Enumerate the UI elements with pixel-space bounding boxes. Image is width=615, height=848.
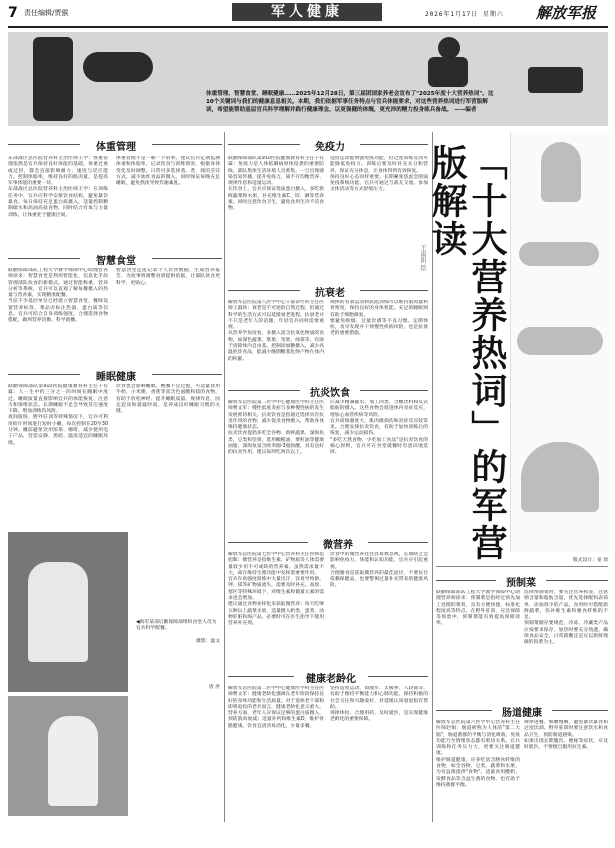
divider — [8, 144, 80, 145]
divider — [552, 710, 608, 711]
divider — [228, 676, 294, 677]
soldier-silhouette-left — [33, 37, 73, 121]
section-title: 军人健康 — [232, 3, 382, 21]
weight-bench-icon — [528, 67, 583, 93]
divider — [8, 258, 80, 259]
sleep-paragraph: 联勤保障部队第910医院健康教育科主任干有霖：人一生中约三分之一的时间在睡眠中度过。睡眠质量直接影响官兵的体能恢复、注意力和情绪状态。长期睡眠不足会导致反应速度下降，增加训练伤风险。 — [8, 384, 108, 415]
editor-credit: 责任编辑/贾猴 — [24, 9, 69, 17]
divider — [436, 580, 496, 581]
weight-paragraph: 东部战区总医院营养科主治医师王学：在训练任务中，官兵应科学安排饮食结构，避免暴饮暴食。每日保持充足蛋白质摄入，适量控制精制碳水和高油高盐食物，同时结合有氧与力量训练，让体重处于健康区间。 — [8, 187, 108, 218]
soldier-silhouette-head — [438, 37, 460, 59]
divider — [228, 144, 300, 145]
soldier-silhouette-right — [428, 57, 468, 87]
anti-aging-paragraph: 解放军总医院第八医学中心干部诊疗科主任医师王淑珍：衰老是不可逆的自然过程，但通过科学的生活方式可以延缓衰老进程。抗衰老并不只是老年人的话题，年轻官兵同样需要重视。 — [228, 300, 324, 331]
immunity-col-2 — [330, 156, 428, 276]
smart-canteen-title: 智慧食堂 — [96, 256, 136, 267]
micronutrient-paragraph: 建议通过食物多样化来获取微营养：每天吃够五种以上蔬菜水果，适量摄入奶类、蛋类、动物肝脏和海产品。必要时可在医生指导下使用营养补充剂。 — [228, 602, 324, 627]
healthy-aging-col-2 — [330, 686, 428, 816]
micronutrient-paragraph: 合理膳食是获取微营养的最佳途径，不要盲目依赖保健品，也要警惕过量补充带来的健康风险。 — [330, 570, 428, 589]
anti-aging-paragraph: 要避免吸烟、过量饮酒等不良习惯。定期体检，及早发现并干预慢性疾病风险，也是抗衰老的重要措施。 — [330, 318, 428, 337]
canteen-col-2 — [116, 268, 220, 360]
precooked-paragraph: 预制菜储存要规范，冷冻、冷藏类产品应按要求保存，加热时要充分熟透，确保食品安全。日常就餐还是应以新鲜现做的饭菜为主。 — [524, 621, 608, 646]
precooked-section-title: 预制菜 — [506, 578, 536, 589]
issue-date: 2026年1月17日 星期六 — [425, 11, 504, 18]
anti-aging-paragraph: 规律的有氧运动和抗阻训练可以维持肌肉量和骨密度，保持良好的身体机能。充足的睡眠则有助于细胞修复。 — [330, 300, 428, 318]
divider — [360, 144, 428, 145]
canteen-photo-2 — [8, 696, 128, 816]
gut-health-paragraph: 解放军总医院第六医学中心营养科主任医师赵娟：肠道被称为人体的"第二大脑"，肠道菌群的平衡与消化吸收、免疫功能乃至情绪状态都有密切关系。官兵训练和任务压力大，更要关注肠道健康。 — [436, 720, 520, 757]
sleep-paragraph: 饮食也会影响睡眠。晚餐不宜过饱，可适量食用牛奶、小米粥、香蕉等富含色氨酸和镁的食物，有助于放松神经、提升睡眠质量。规律作息，固定起床和就寝时间，是养成良好睡眠习惯的关键。 — [116, 384, 220, 415]
canteen-col-1 — [8, 268, 108, 360]
anti-inflammatory-section-title: 抗炎饮食 — [310, 388, 350, 399]
precooked-col-1 — [436, 590, 520, 702]
divider — [228, 542, 308, 543]
precooked-paragraph: 选择预制菜时，要关注营养标签，注意钠含量和脂肪含量，优先选择配料表简单、添加剂少的产品。食用时可搭配新鲜蔬菜，弥补维生素和膳食纤维的不足。 — [524, 590, 608, 621]
soldier-silhouette-center — [83, 52, 153, 82]
precooked-col-2 — [524, 590, 608, 702]
weight-section-title: 体重管理 — [96, 142, 136, 153]
canteen-photo-1 — [8, 532, 128, 692]
divider — [228, 290, 300, 291]
weight-col-2 — [116, 156, 220, 246]
micronutrient-section-title: 微营养 — [323, 540, 353, 551]
lead-editor-tag: ——编者 — [454, 107, 477, 113]
divider — [368, 542, 428, 543]
sleep-col-1 — [8, 384, 108, 524]
header-rule — [8, 26, 608, 28]
photo-caption — [136, 620, 220, 691]
canteen-paragraph: 智慧食堂还能记录个人饮食数据，生成营养报告，为炊事班调整食谱提供依据，让部队伙食更科学、更贴心。 — [116, 268, 220, 286]
photo-caption-text: ◀海军某部后勤保障部组织食堂人员为官兵科学配餐。 — [136, 620, 217, 632]
micronutrient-paragraph: 官兵在高强度训练中大量出汗，容易导致钠、钾、镁等矿物质流失，需要及时补充。高原、寒区等特殊环境下，对维生素和微量元素的需求也会增加。 — [228, 577, 324, 602]
micronutrient-col-1 — [228, 552, 324, 660]
photo-credit: 摄影：温文 — [196, 638, 220, 644]
gut-health-paragraph: 规律进餐、细嚼慢咽，避免暴饮暴食和过度饮酒。野外驻训时要注意饮水和食品卫生，预防肠道感染。 — [524, 720, 608, 738]
sleep-section-title: 睡眠健康 — [96, 372, 136, 383]
soldier-illustration-2 — [519, 242, 599, 266]
sleep-col-2 — [116, 384, 220, 524]
healthy-aging-paragraph: 解放军总医院第二医学中心健康医学科主任医师曹文军：健康老龄化强调在老年阶段保持良好的身体功能和生活质量。对于退休老干部和即将退役的老兵而言，健康老龄化意义重大。 — [228, 686, 324, 710]
gut-health-paragraph: 如果出现长期腹泻、便秘等症状，应及时就医，不要擅自服用抗生素。 — [524, 738, 608, 751]
weight-paragraph: 体重管理不是一朝一夕的事。建议官兵定期监测体重和体脂率，记录饮食与训练情况，根据身体变化及时调整。日常可多选择蒸、煮、炖的烹饪方式，减少油炸食品的摄入。同时保证每晚充足睡眠，避免熬夜导致代谢紊乱。 — [116, 156, 220, 187]
soldier-illustration-1 — [541, 142, 581, 202]
divider — [436, 710, 492, 711]
weight-col-1 — [8, 156, 108, 246]
newspaper-masthead: 解放军报 — [536, 4, 597, 22]
healthy-aging-paragraph: 营养方面，老年人应保证足够的蛋白质摄入，预防肌肉衰减；适量补钙和维生素D，维护骨骼健康。饮食宜清淡易消化，少量多餐。 — [228, 711, 324, 729]
illustration-credit: 王雨阳 绘 — [419, 245, 426, 271]
anti-inflammatory-paragraph: "多吃天然食物，少吃加工食品"是抗炎饮食的核心原则，官兵可在食堂就餐时有意识地选择。 — [330, 437, 428, 456]
feature-title: 「十大营养热词」的军营版解读 — [426, 144, 507, 562]
soldier-illustration-3 — [517, 327, 603, 355]
micronutrient-paragraph: 饮食中的微营养往往容易被忽视，长期缺乏会影响免疫力、体能和认知功能，官兵应引起重视。 — [330, 552, 428, 570]
micronutrient-paragraph: 解放军总医院第七医学中心营养科主任医师范旭晖：微营养是指维生素、矿物质等人体需要量较少但不可或缺的营养素。虽然需求量不大，却在维持生理功能中发挥着重要作用。 — [228, 552, 324, 576]
anti-inflammatory-col-2 — [330, 400, 428, 526]
divider — [152, 258, 222, 259]
anti-inflammatory-paragraph: 抗炎饮食提倡多吃全谷物、新鲜蔬果、深海鱼类、豆类和坚果，选用橄榄油、菜籽油等健康油脂。深海鱼富含欧米伽-3脂肪酸，具有良好的抗炎作用，建议每周吃两次以上。 — [228, 431, 324, 456]
layout-credit: 版式设计：姜 琦 — [572, 558, 608, 563]
column-divider — [224, 132, 225, 822]
gut-health-paragraph: 维护肠道健康，应多吃富含膳食纤维的食物，如全谷物、豆类、蔬菜和水果，为有益菌提供"食物"。适量食用酸奶、发酵食品等含益生菌的食物，也有助于维持菌群平衡。 — [436, 757, 520, 788]
sleep-paragraph: 夜间值班、野外驻训等特殊情况下，官兵可利用碎片时间进行短时小睡，每次控制在20至30分钟。睡前避免饮用浓茶、咖啡，减少使用电子产品，营造安静、黑暗、温度适宜的睡眠环境。 — [8, 415, 108, 446]
gut-health-col-2 — [524, 720, 608, 824]
micronutrient-col-2 — [330, 552, 428, 660]
page-number: 7 — [8, 5, 18, 21]
divider — [228, 390, 300, 391]
lead-text: 体重管理、智慧食堂、睡眠健康……2025年12月28日，第三届团国家养老会宣布了"2025年度十大营养热词"。这10个关键词与我们的健康息息相关。本期，我们依据军事任务特点与官兵体能要求，对这些营养热词进行军营版解读，希望能帮助基层官兵科学理解并践行健康理念，以更强健的体魄，更充沛的精力投身练兵备战。 — [206, 91, 494, 113]
lead-banner — [8, 32, 608, 126]
immunity-paragraph: 联勤保障部队第910医院健康教育科主任干有霖：免疫力是人体抵御病原体侵袭的重要防线。部队集体生活环境人员密集，一旦出现感染容易传播。提升免疫力，离不开均衡营养、规律作息和适量运动。 — [228, 156, 324, 187]
anti-aging-col-1 — [228, 300, 324, 376]
gut-health-section-title: 肠道健康 — [502, 708, 542, 719]
divider — [152, 374, 222, 375]
immunity-col-1 — [228, 156, 324, 276]
divider — [152, 144, 222, 145]
divider — [8, 374, 80, 375]
illustration-panel — [510, 132, 609, 552]
divider — [546, 580, 608, 581]
immunity-paragraph: 保持良好心态同样重要。长期紧张焦虑会削弱免疫系统功能，官兵可通过与战友交流、参加文体活动等方式舒缓压力。 — [330, 174, 428, 193]
lead-paragraph — [206, 90, 496, 114]
anti-inflammatory-paragraph: 解放军总医院第二医学中心健康医学科主任医师曹文军：慢性低度炎症与多种慢性病的发生发展密切相关。抗炎饮食是指通过选择具有抗炎作用的食物，减少促炎食物摄入，帮助身体维持健康状态。 — [228, 400, 324, 431]
divider — [368, 676, 428, 677]
anti-aging-col-2 — [330, 300, 428, 376]
healthy-aging-paragraph: 规律体检、合理用药、及时就医，是实现健康老龄化的重要保障。 — [330, 711, 428, 723]
healthy-aging-section-title: 健康老龄化 — [306, 674, 356, 685]
anti-inflammatory-col-1 — [228, 400, 324, 526]
divider — [436, 566, 608, 567]
precooked-paragraph: 联勤保障部队工程大学教学保障中心助理营养师徐来：预制菜是指经过预先加工处理的菜肴，具有方便快捷、标准化程度高等特点。在野外驻训、应急保障等场景中，预制菜能有效提高保障效率。 — [436, 590, 520, 627]
healthy-aging-paragraph: 坚持适度运动，如散步、太极拳、八段锦等，有助于维持平衡能力和心肺功能。保持积极的社会交往和兴趣爱好，对延缓认知衰退很有帮助。 — [330, 686, 428, 710]
anti-inflammatory-paragraph: 应减少精制碳水、加工肉类、含糖饮料和反式脂肪的摄入。这些食物会促进体内炎症反应，增加心血管疾病等风险。 — [330, 400, 428, 418]
anti-aging-section-title: 抗衰老 — [315, 288, 345, 299]
chef-figure — [48, 716, 98, 806]
photo-credit: 唐 洪 — [208, 684, 220, 690]
anti-inflammatory-paragraph: 官兵训练强度大，肌肉微损伤和炎症反应较常见。合理安排抗炎饮食，有助于加快训练后的恢复，减少运动损伤。 — [330, 418, 428, 437]
chef-figure — [28, 562, 88, 662]
healthy-aging-col-1 — [228, 686, 324, 816]
gut-health-col-1 — [436, 720, 520, 824]
immunity-paragraph: 在饮食上，官兵应保证优质蛋白摄入，多吃新鲜蔬菜和水果，补充维生素C、锌、硒等营养素。同时注意饮食卫生，避免食用生冷不洁食物。 — [228, 187, 324, 212]
canteen-paragraph: 联勤保障部队工程大学教学保障中心助理营养师徐来：智慧食堂是利用智能化、信息化手段管理部队伙食的新模式。通过智能称重、营养分析等系统，官兵可以直观了解每餐摄入的热量与营养素，实现精准配餐。 — [8, 268, 108, 299]
immunity-section-title: 免疫力 — [315, 142, 345, 153]
immunity-paragraph: 适度运动能增强免疫功能，但过度训练反而可能降低免疫力。训练后要及时补充水分和营养，保证充分休息，让身体得到有效恢复。 — [330, 156, 428, 174]
canteen-paragraph: 当前不少基层单位已经建立智慧食堂，餐线设置营养标签，菜品旁标注热量、蛋白质等信息。官兵可结合自身训练强度，合理选择食物搭配，做到营养均衡、科学就餐。 — [8, 299, 108, 324]
anti-aging-paragraph: 从营养学角度看，多摄入富含抗氧化物质的食物，如深色蔬菜、浆果、坚果、绿茶等，有助于清除体内自由基。控制添加糖摄入，减少高温煎炸食品，能减少晚期糖基化终产物在体内的积累。 — [228, 331, 324, 362]
weight-paragraph: 东部战区总医院营养科主治医师王学：体重管理依然是官兵保持良好体能的基础。体重过重或过轻，都会直接影响耐力、速度与反应能力。控制体脂率，维持良好的肌肉量，是提高军事体能的重要一环。 — [8, 156, 108, 187]
divider — [360, 390, 428, 391]
soldier-illustration-4 — [521, 442, 599, 512]
